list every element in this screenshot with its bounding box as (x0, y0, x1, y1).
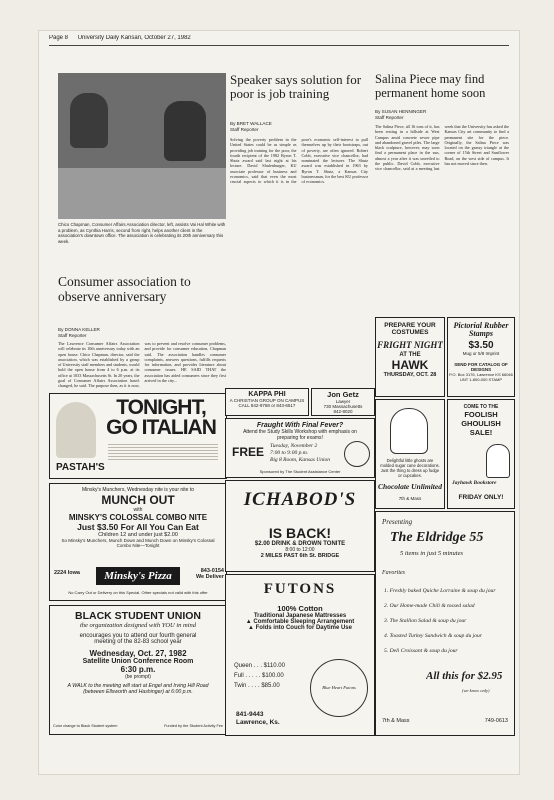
futons-line3: ▲ Comfortable Sleeping Arrangement (245, 619, 355, 625)
pictorial-sub: Mug or 5/8 Imprint (462, 351, 500, 356)
pictorial-ad (447, 317, 515, 397)
costumes-venue: HAWK (391, 358, 429, 372)
consumer-headline: Consumer association to observe anniversary (58, 275, 191, 304)
page-number: Page 8 (49, 35, 69, 41)
eldridge-menu (384, 584, 510, 664)
ichabod-title: ICHABOD'S (243, 489, 357, 510)
minsky-contact (184, 568, 224, 588)
speaker-byline (230, 121, 310, 133)
futons-prices (234, 661, 304, 709)
pictorial-title: Pictorial Rubber Stamps (453, 321, 509, 338)
minsky-munch: MUNCH OUT (101, 493, 175, 507)
ichabod-ad (225, 480, 375, 572)
futons-cotton: 100% Cotton (277, 604, 323, 613)
eldridge-menu-item: 3. The Stallion Salad & soup du jour (384, 618, 467, 624)
kappa-sub: A CHRISTIAN GROUP ON CAMPUS (229, 398, 305, 403)
byline-role: Staff Reporter (230, 126, 259, 132)
minsky-ad (49, 483, 227, 601)
bsu-walk: A WALK to the meeting will start at Engel and Irving Hill Road (between Ellsworth and Hashinger) at 6:00 p.m. (67, 683, 209, 695)
italian-line2: GO ITALIAN (106, 416, 216, 438)
eldridge-sub: 5 items in just 5 minutes (400, 550, 464, 557)
eldridge-phone: 749-0613 (484, 718, 508, 724)
ghoulish-line1: COME TO THE (463, 404, 499, 410)
page-header (49, 35, 509, 46)
ghoulish-foot: FRIDAY ONLY! (458, 494, 504, 501)
consumer-byline (58, 327, 138, 339)
costumes-ad (375, 317, 445, 397)
consumer-body: The Lawrence Consumer Affairs Association will celebrate its 10th anniversary today with an open house. Chico Chapman, director, said the association, which was established by a group of University staff members and students, would hold the open house from 4 to 6 p.m. at its office at 1033 Massachusetts St. In 20 years, the goal of Consumer Affairs Association hasn't changed, he said. The purpose then, as it is now, was to prevent and resolve consumer problems, and provide for consumer education, Chapman said. The association handles consumer complaints, answers questions, fulfills requests for information, and provides literature about consumer issues. HE SAID THAT the association has aided consumers since they first arrived in the city... (58, 341, 226, 389)
italian-brand: PASTAH'S (56, 462, 105, 473)
futons-contact (236, 711, 306, 731)
ichabod-time: 8:00 to 12:00 (285, 547, 315, 553)
costumes-line1: PREPARE YOUR (384, 322, 436, 329)
speaker-body: Solving the poverty problem in the United States could be as simple as providing job training for the poor, the fourth recipient of the 1982 Byron T. Shutz award said last night at his lecture. David Shulenburger, KU associate professor of business and economics, said that even the most crucial aspects to which it is in the poor's economic self-interest to pull themselves up by their bootstraps, out of poverty, are often ignored. Robert Cobb, executive vice chancellor, had nominated the lecturer. The Shutz award was established in 1963 by Byron T. Shutz, a Kansas City businessman, for the best KU professor of economics. (230, 137, 368, 185)
chef-illustration (56, 402, 96, 458)
ghost-icon (390, 408, 428, 454)
chocolate-brand: Chocolate Unlimited (378, 482, 442, 491)
futons-phone: 841-9443 (236, 711, 264, 718)
italian-fineprint (108, 442, 218, 460)
chocolate-address: 7th & Mass (398, 496, 422, 501)
salina-headline: Salina Piece may find permanent home soon (375, 73, 486, 100)
byline-role: Staff Reporter (58, 332, 87, 338)
futons-city: Lawrence, Ks. (236, 719, 280, 726)
bsu-prompt: (be prompt) (125, 674, 151, 680)
futons-line2: Traditional Japanese Mattresses (253, 613, 347, 619)
minsky-kids: Children 12 and under just $2.00 (98, 532, 178, 538)
fraught-time: 7:00 to 9:00 p.m. (270, 449, 309, 456)
lawyer-name: Jon Getz (327, 390, 359, 399)
eldridge-note: (we know only) (462, 688, 490, 693)
fraught-details (270, 443, 342, 467)
lawyer-address: 730 Massachusetts (323, 404, 363, 409)
chocolate-body: Delightful little ghosts are molded sugar cane decorations. Just the thing to dress up fudge or cupcakes. (380, 458, 440, 478)
pictorial-address: P.O. Box 3176, Lawrence KS 66046 (449, 372, 513, 377)
eldridge-address: 7th & Mass (382, 718, 410, 724)
pictorial-catalog: SEND FOR CATALOG OF DESIGNS (454, 362, 508, 372)
costumes-at: AT THE (399, 352, 421, 358)
bsu-date: Wednesday, Oct. 27, 1982 (89, 649, 187, 658)
ghost-icon (486, 444, 510, 478)
futons-stamp: Blue Heart Futons (310, 659, 368, 717)
lawyer-ad (311, 388, 375, 416)
fraught-free: FREE (232, 445, 264, 459)
minsky-phone: 843-0154 (200, 568, 224, 574)
futons-title: FUTONS (263, 581, 337, 597)
salina-body: The Salina Piece, all 16 tons of it, has been resting in a hillside at West Campus amid concrete sewer pipe and abandoned gravel piles. The large black sculpture, however, may soon find a permanent place in the sun, almost a year after it was unveiled to the public. David Cobb, executive vice chancellor, said at a meeting last week that the University has asked the Kansas City art community to find a permanent site for the piece. Originally, the Salina Piece was located on the grassy triangle at the corner of 15th Street and Sunflower Road, on the west side of campus. It has not moved since then. (375, 124, 509, 172)
eldridge-price: All this for $2.95 (426, 670, 503, 682)
minsky-price: Just $3.50 For All You Can Eat (77, 522, 199, 532)
ghoulish-line3: GHOULISH (461, 419, 501, 428)
byline-name: By SUSAN HENNINGER (375, 109, 427, 114)
minsky-logo: Minsky's Pizza (96, 567, 180, 585)
speaker-headline: Speaker says solution for poor is job training (230, 73, 362, 102)
futons-full: Full . . . . . $100.00 (234, 673, 284, 679)
minsky-note: So Minsky's Munchers, Munch Down and Munch Down on Minsky's Colossal Combo Nite—Tonight (61, 538, 215, 548)
eldridge-menu-item: 5. Deli Croissant & soup du jour (384, 648, 458, 654)
eldridge-title: The Eldridge 55 (390, 530, 484, 545)
fraught-date: Tuesday, November 2 (270, 443, 318, 449)
chocolate-ad (375, 399, 445, 509)
ichabod-address: 2 MILES PAST 6th St. BRIDGE (260, 553, 340, 559)
fraught-sponsor: Sponsored by The Student Assistance Center (259, 469, 341, 474)
kappa-title: KAPPA PHI (248, 391, 286, 398)
ghoulish-line2: FOOLISH (464, 410, 498, 419)
minsky-deliver: We Deliver (195, 574, 224, 580)
byline-name: By DONNA KELLER (58, 327, 100, 332)
futons-line4: ▲ Folds into Couch for Daytime Use (248, 625, 352, 631)
photo-caption: Chico Chapman, Consumer Affairs Association director, left, assists Vai Hal White with a problem, as Cynthia Harris, second from right, helps another client in the association's downtown office. The association is celebrating its 20th anniversary this week. (58, 222, 226, 244)
eldridge-menu-item: 1. Freshly baked Quiche Lorraine & soup du jour (384, 588, 496, 594)
ghoulish-brand: Jayhawk Bookstore (452, 480, 497, 486)
eldridge-menu-item: 2. Our Home-made Chili & tossed salad (384, 603, 475, 609)
italian-headline (100, 398, 222, 438)
bsu-body: encourages you to attend our fourth general meeting of the 82-83 school year (79, 633, 197, 645)
bsu-title: BLACK STUDENT UNION (75, 610, 201, 622)
costumes-event: FRIGHT NIGHT (377, 340, 443, 350)
minsky-with: with (133, 507, 143, 513)
fraught-title: Fraught With Final Fever? (256, 422, 344, 429)
news-photo (58, 73, 226, 219)
lawyer-phone: 842-8020 (333, 409, 353, 414)
italian-line1: TONIGHT, (116, 398, 206, 419)
ghoulish-ad (447, 399, 515, 509)
futons-twin: Twin . . . . $85.00 (234, 683, 280, 689)
futons-queen: Queen . . . $110.00 (234, 663, 285, 669)
clock-icon (344, 441, 370, 467)
fraught-ad (225, 418, 375, 478)
eldridge-presenting: Presenting (382, 518, 413, 526)
bsu-place: Satellite Union Conference Room (82, 658, 194, 665)
paper-name: University Daily Kansan, October 27, 1982 (77, 35, 191, 41)
ichabod-back: IS BACK! (268, 525, 332, 541)
pictorial-phone: UNT 1-800-000 STAMP (459, 377, 503, 382)
italian-ad (49, 393, 227, 479)
ichabod-special: $2.00 DRINK & DROWN TONITE (254, 541, 346, 547)
minsky-combo: MINSKY'S COLOSSAL COMBO NITE (68, 513, 208, 522)
ghoulish-line4: SALE! (469, 428, 493, 437)
pictorial-price: $3.50 (468, 340, 494, 351)
futons-ad (225, 574, 375, 736)
eldridge-ad (375, 511, 515, 736)
fraught-body: Attend the Study Skills Workshop with emphasis on preparing for exams! (243, 429, 357, 441)
kappa-phone: CALL 842-9768 or 843-6517 (238, 403, 296, 408)
photo-desk (58, 168, 226, 219)
newspaper-page (38, 30, 520, 775)
photo-figure (70, 93, 108, 148)
byline-role: Staff Reporter (375, 114, 404, 120)
lawyer-role: Lawyer (335, 399, 351, 404)
bsu-footer-right: Funded by the Student Activity Fee (164, 724, 223, 728)
kappa-ad (225, 388, 309, 416)
bsu-subtitle: the organization designed with YOU in mind (79, 622, 197, 629)
costumes-date: THURSDAY, OCT. 28 (383, 372, 437, 378)
byline-name: By BRET WALLACE (230, 121, 272, 126)
minsky-footer: No Carry Out or Delivery on this Special. Other specials not valid with this offer (68, 590, 208, 595)
costumes-line2: COSTUMES (391, 329, 429, 336)
photo-figure (164, 101, 206, 161)
minsky-address: 2224 Iowa (54, 570, 80, 576)
minsky-intro: Minsky's Munchers, Wednesday nite is your nite to (81, 487, 195, 493)
eldridge-menu-item: 4. Toasted Turkey Sandwich & soup du jour (384, 633, 482, 639)
eldridge-favorites: Favorites (382, 570, 405, 576)
bsu-time: 6:30 p.m. (120, 665, 156, 674)
bsu-ad (49, 605, 227, 735)
fraught-place: Big 8 Room, Kansas Union (270, 456, 331, 463)
bsu-footer-left: Color change to Black Student system (53, 724, 118, 728)
salina-byline (375, 109, 455, 121)
